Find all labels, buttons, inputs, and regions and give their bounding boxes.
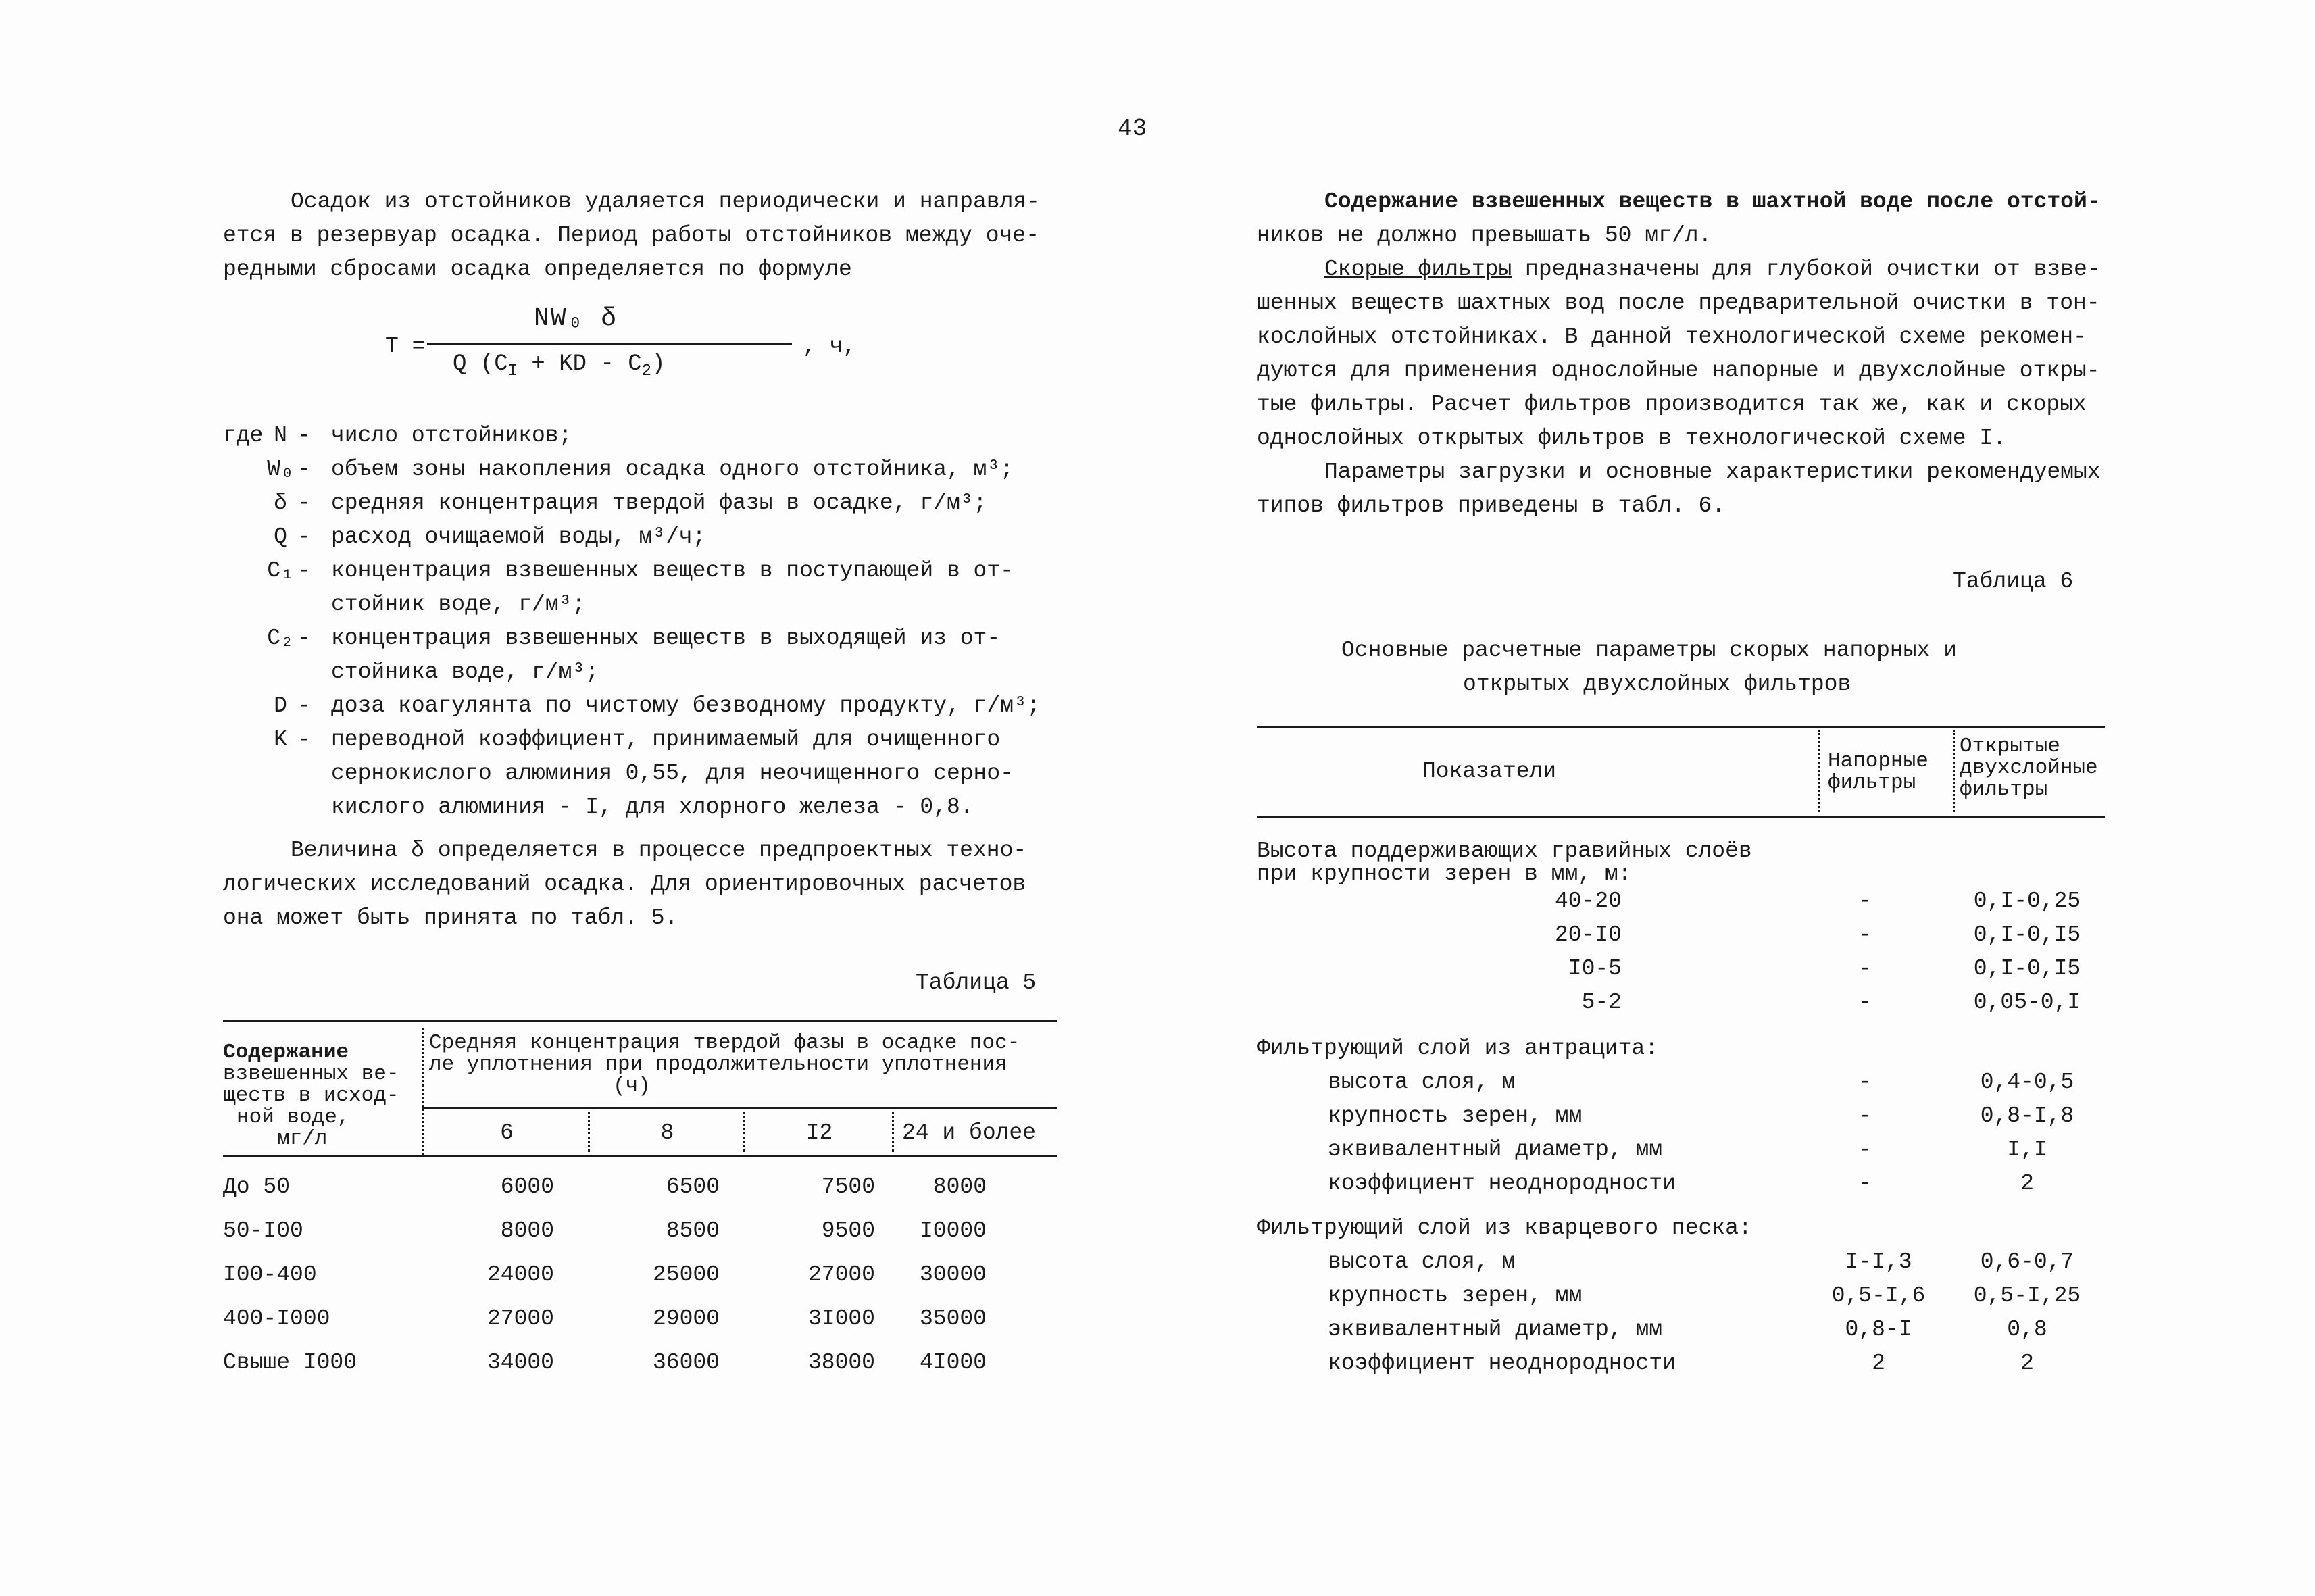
row-pressure: - xyxy=(1858,922,1872,947)
row-label: 400-I000 xyxy=(223,1306,330,1331)
r-para3-line-2: типов фильтров приведены в табл. 6. xyxy=(1257,493,1726,518)
legend-text: кислого алюминия - I, для хлорного железа - 0,8. xyxy=(331,795,974,820)
table6-label: Таблица 6 xyxy=(1953,569,2074,594)
col-pressure-header xyxy=(1828,751,1928,794)
legend-dash: - xyxy=(297,423,311,448)
legend-dash: - xyxy=(297,693,311,718)
row-value: I0000 xyxy=(919,1218,987,1243)
table6-title-line-1: Основные расчетные параметры скорых напорных и xyxy=(1341,638,1957,663)
row-open: 0,6-0,7 xyxy=(1980,1249,2074,1274)
row-value: 35000 xyxy=(919,1306,987,1331)
fast-filters-term: Скорые фильтры xyxy=(1324,257,1512,282)
legend-text: доза коагулянта по чистому безводному продукту, г/м³; xyxy=(331,693,1041,718)
intro-line-3: редными сбросами осадка определяется по формуле xyxy=(223,257,852,282)
row-value: 8000 xyxy=(500,1218,554,1243)
row-value: 38000 xyxy=(807,1350,875,1375)
legend-text: концентрация взвешенных веществ в выходящей из от- xyxy=(331,626,1001,651)
row-label: крупность зерен, мм xyxy=(1328,1283,1583,1308)
row-open: 0,8-I,8 xyxy=(1980,1103,2074,1128)
r-para1-line-2: ников не должно превышать 50 мг/л. xyxy=(1257,223,1712,248)
table5 xyxy=(223,1020,1061,1399)
row-value: 27000 xyxy=(487,1306,554,1331)
r-para2-line: кослойных отстойниках. В данной технологической схеме рекомен- xyxy=(1257,324,2087,349)
table-divider xyxy=(422,1028,424,1155)
col-indicators-header: Показатели xyxy=(1422,759,1557,784)
row-value: 36000 xyxy=(652,1350,720,1375)
row-open: 0,I-0,I5 xyxy=(1973,922,2081,947)
para2-line-3: она может быть принята по табл. 5. xyxy=(223,905,678,930)
row-pressure: I-I,3 xyxy=(1845,1249,1912,1274)
row-open: 0,I-0,I5 xyxy=(1973,956,2081,981)
formula xyxy=(385,304,899,405)
row-value: 27000 xyxy=(807,1262,875,1287)
row-value: 3I000 xyxy=(807,1306,875,1331)
legend-text: сернокислого алюминия 0,55, для неочищенного серно- xyxy=(331,761,1014,786)
row-label: коэффициент неоднородности xyxy=(1328,1171,1676,1196)
legend-text: расход очищаемой воды, м³/ч; xyxy=(331,524,706,549)
subheader-12: I2 xyxy=(805,1120,833,1145)
row-label: Свыше I000 xyxy=(223,1350,357,1375)
legend-sym: K xyxy=(274,727,287,752)
col1-header xyxy=(223,1042,419,1150)
row-open: I,I xyxy=(2007,1137,2047,1162)
subheader-6: 6 xyxy=(500,1120,514,1145)
col-open-header-line: двухслойные xyxy=(1960,756,2098,780)
col1-header-line: взвешенных ве- xyxy=(223,1062,399,1086)
row-pressure: 0,5-I,6 xyxy=(1831,1283,1926,1308)
legend-text: средняя концентрация твердой фазы в осадке, г/м³; xyxy=(331,491,987,516)
group-header-line: (ч) xyxy=(613,1074,651,1098)
legend-text: стойника воде, г/м³; xyxy=(331,659,599,684)
row-value: 4I000 xyxy=(919,1350,987,1375)
row-value: 8500 xyxy=(666,1218,720,1243)
section-title: Фильтрующий слой из кварцевого песка: xyxy=(1257,1216,1752,1241)
r-para2-line: шенных веществ шахтных вод после предварительной очистки в тон- xyxy=(1257,291,2100,316)
intro-line-2: ется в резервуар осадка. Период работы отстойников между оче- xyxy=(223,223,1039,248)
col-open-header xyxy=(1960,736,2098,801)
formula-lhs: T = xyxy=(385,334,426,359)
table-divider xyxy=(743,1112,745,1152)
table-rule-mid xyxy=(422,1107,1057,1109)
col1-header-line: ной воде, xyxy=(237,1105,350,1129)
row-pressure: - xyxy=(1858,1103,1872,1128)
legend-dash: - xyxy=(297,626,311,651)
row-label: До 50 xyxy=(223,1174,291,1199)
table-rule-top xyxy=(1257,726,2105,728)
legend-sym: C₁ xyxy=(267,558,294,583)
table-divider xyxy=(1953,730,1955,812)
col-pressure-header-line: Напорные xyxy=(1828,749,1928,773)
row-label: 5-2 xyxy=(1581,990,1622,1015)
row-label: высота слоя, м xyxy=(1328,1070,1516,1095)
row-value: 8000 xyxy=(932,1174,987,1199)
row-pressure: - xyxy=(1858,1137,1872,1162)
legend-text: объем зоны накопления осадка одного отстойника, м³; xyxy=(331,457,1014,482)
row-value: 30000 xyxy=(919,1262,987,1287)
row-pressure: - xyxy=(1858,889,1872,914)
legend-text: концентрация взвешенных веществ в поступающей в от- xyxy=(331,558,1014,583)
row-pressure: - xyxy=(1858,1070,1872,1095)
group-header-line: Средняя концентрация твердой фазы в осадке пос- xyxy=(429,1031,1020,1055)
row-label: эквивалентный диаметр, мм xyxy=(1328,1137,1663,1162)
section-title xyxy=(1257,840,1752,886)
col-pressure-header-line: фильтры xyxy=(1828,771,1916,795)
row-label: эквивалентный диаметр, мм xyxy=(1328,1317,1663,1342)
section-title-line: при крупности зерен в мм, м: xyxy=(1257,862,1632,887)
table5-label: Таблица 5 xyxy=(916,970,1037,995)
table-rule-header xyxy=(1257,816,2105,818)
row-open: 0,I-0,25 xyxy=(1973,889,2081,914)
row-open: 0,05-0,I xyxy=(1973,990,2081,1015)
row-label: 40-20 xyxy=(1554,889,1622,914)
row-label: коэффициент неоднородности xyxy=(1328,1351,1676,1376)
legend-text: стойник воде, г/м³; xyxy=(331,592,586,617)
para2-line-2: логических исследований осадка. Для ориентировочных расчетов xyxy=(223,872,1026,897)
subheader-24: 24 и более xyxy=(902,1120,1037,1145)
col1-header-line: мг/л xyxy=(277,1127,328,1151)
row-open: 2 xyxy=(2020,1171,2034,1196)
row-label: 20-I0 xyxy=(1554,922,1622,947)
intro-line-1: Осадок из отстойников удаляется периодически и направля- xyxy=(291,189,1040,214)
group-header xyxy=(429,1032,1057,1097)
para2-line-1: Величина δ определяется в процессе предпроектных техно- xyxy=(291,838,1027,863)
formula-numerator: NW₀ δ xyxy=(534,304,618,333)
r-para2-line: дуются для применения однослойные напорные и двухслойные откры- xyxy=(1257,358,2100,383)
row-label: крупность зерен, мм xyxy=(1328,1103,1583,1128)
table-divider xyxy=(588,1112,590,1152)
section-title-line: Высота поддерживающих гравийных слоёв xyxy=(1257,839,1752,864)
legend-dash: - xyxy=(297,457,311,482)
fraction-bar xyxy=(427,343,792,345)
r-para1-line-1: Содержание взвешенных веществ в шахтной воде после отстой- xyxy=(1324,189,2101,214)
legend-dash: - xyxy=(297,491,311,516)
row-open: 0,5-I,25 xyxy=(1973,1283,2081,1308)
row-pressure: - xyxy=(1858,956,1872,981)
legend-dash: - xyxy=(297,727,311,752)
table6 xyxy=(1257,726,2115,1389)
legend-sym: D xyxy=(274,693,287,718)
row-label: высота слоя, м xyxy=(1328,1249,1516,1274)
r-para2-rest: предназначены для глубокой очистки от взве- xyxy=(1512,257,2101,282)
table-rule-header xyxy=(223,1155,1057,1157)
col-open-header-line: Открытые xyxy=(1960,734,2060,758)
row-value: 7500 xyxy=(821,1174,875,1199)
legend-text: число отстойников; xyxy=(331,423,572,448)
row-pressure: - xyxy=(1858,1171,1872,1196)
table-rule-top xyxy=(223,1020,1057,1022)
row-value: 6500 xyxy=(666,1174,720,1199)
legend-sym: δ xyxy=(274,491,287,516)
row-label: 50-I00 xyxy=(223,1218,303,1243)
row-value: 29000 xyxy=(652,1306,720,1331)
legend-sym: N xyxy=(274,423,287,448)
r-para2-line: тые фильтры. Расчет фильтров производится так же, как и скорых xyxy=(1257,392,2087,417)
subheader-8: 8 xyxy=(660,1120,674,1145)
row-value: 24000 xyxy=(487,1262,554,1287)
where-label: где xyxy=(223,423,264,448)
row-value: 6000 xyxy=(500,1174,554,1199)
group-header-line: ле уплотнения при продолжительности уплотнения xyxy=(429,1053,1007,1076)
col1-header-line: Содержание xyxy=(223,1041,349,1064)
formula-unit: , ч, xyxy=(803,334,857,359)
row-label: I00-400 xyxy=(223,1262,317,1287)
row-label: I0-5 xyxy=(1568,956,1622,981)
row-value: 25000 xyxy=(652,1262,720,1287)
legend-sym: W₀ xyxy=(267,457,294,482)
row-open: 2 xyxy=(2020,1351,2034,1376)
row-value: 9500 xyxy=(821,1218,875,1243)
row-pressure: - xyxy=(1858,990,1872,1015)
table-divider xyxy=(1818,730,1820,812)
legend-sym: Q xyxy=(274,524,287,549)
legend-text: переводной коэффициент, принимаемый для очищенного xyxy=(331,727,1001,752)
legend-list xyxy=(264,419,1074,838)
page-number: 43 xyxy=(1118,115,1147,143)
row-open: 0,4-0,5 xyxy=(1980,1070,2074,1095)
r-para2-line: однослойных открытых фильтров в технологической схеме I. xyxy=(1257,426,2006,451)
row-pressure: 0,8-I xyxy=(1845,1317,1912,1342)
col-open-header-line: фильтры xyxy=(1960,778,2048,801)
formula-denominator: Q ($C_I$ + KD - $C_2$) xyxy=(453,351,666,380)
legend-dash: - xyxy=(297,524,311,549)
table6-title-line-2: открытых двухслойных фильтров xyxy=(1463,672,1851,697)
legend-dash: - xyxy=(297,558,311,583)
legend-sym: C₂ xyxy=(267,626,294,651)
table-divider xyxy=(892,1112,894,1152)
section-title: Фильтрующий слой из антрацита: xyxy=(1257,1036,1659,1061)
row-value: 34000 xyxy=(487,1350,554,1375)
col1-header-line: ществ в исход- xyxy=(223,1084,399,1107)
r-para2-line-1 xyxy=(1324,253,2101,286)
r-para3-line-1: Параметры загрузки и основные характеристики рекомендуемых xyxy=(1324,459,2101,484)
row-pressure: 2 xyxy=(1872,1351,1885,1376)
row-open: 0,8 xyxy=(2007,1317,2047,1342)
